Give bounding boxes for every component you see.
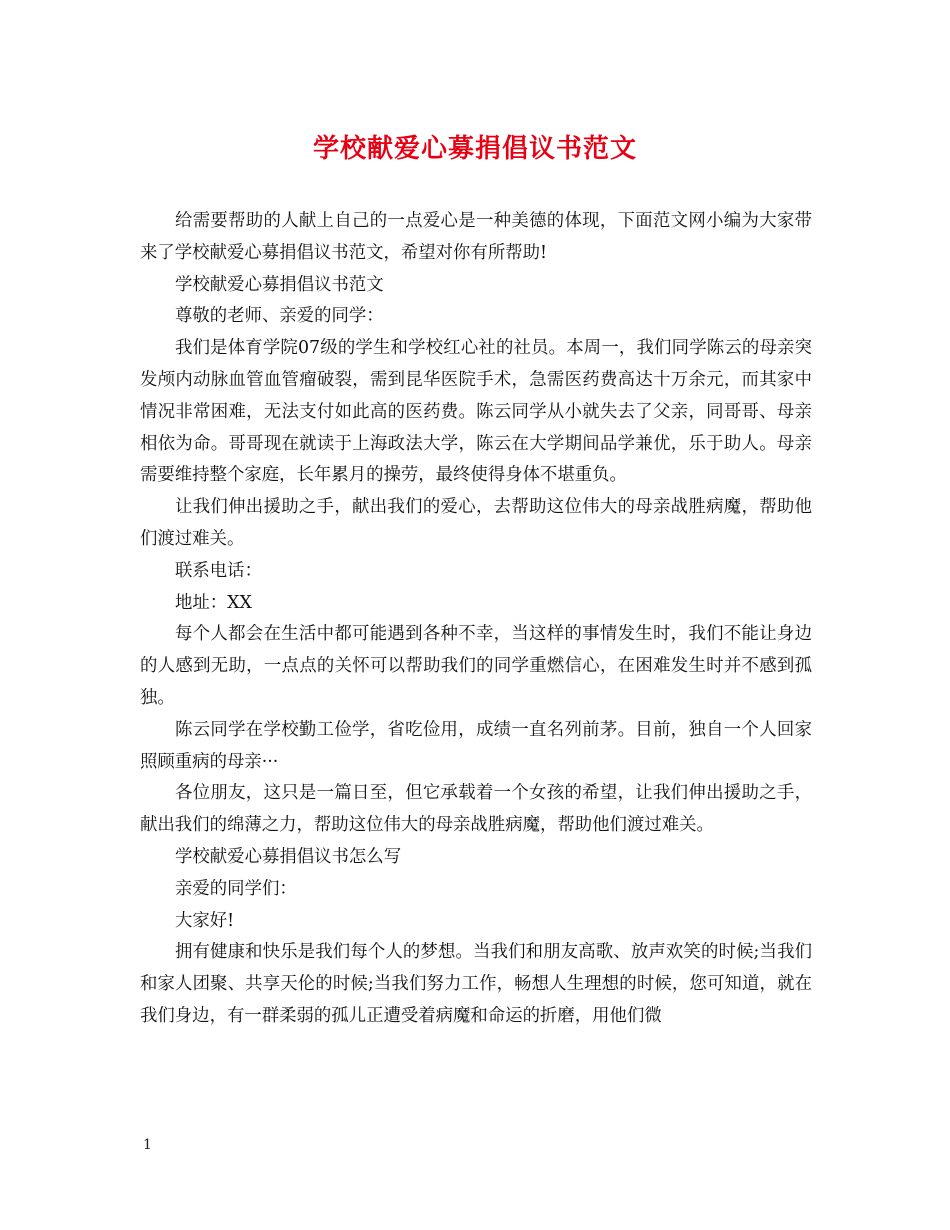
paragraph-health: 拥有健康和快乐是我们每个人的梦想。当我们和朋友高歌、放声欢笑的时候;当我们和家人团聚、共享天伦的时候;当我们努力工作，畅想人生理想的时候，您可知道，就在我们身边，有一群柔弱的孤儿正遭受着病魔和命运的折磨，用他们微 <box>140 942 812 1026</box>
document-body <box>140 206 812 1033</box>
paragraph-friends: 各位朋友，这只是一篇日至，但它承载着一个女孩的希望，让我们伸出援助之手，献出我们的绵薄之力，帮助这位伟大的母亲战胜病魔，帮助他们渡过难关。 <box>140 783 812 836</box>
paragraph-contact-phone: 联系电话： <box>175 560 262 581</box>
paragraph-background: 我们是体育学院07级的学生和学校红心社的社员。本周一，我们同学陈云的母亲突发颅内动脉血管血管瘤破裂，需到昆华医院手术，急需医药费高达十万余元，而其家中情况非常困难，无法支付如此高的医药费。陈云同学从小就失去了父亲，同哥哥、母亲相依为命。哥哥现在就读于上海政法大学，陈云在大学期间品学兼优，乐于助人。母亲需要维持整个家庭，长年累月的操劳，最终使得身体不堪重负。 <box>140 338 812 486</box>
paragraph-salutation-2: 亲爱的同学们： <box>175 878 297 899</box>
paragraph-salutation: 尊敬的老师、亲爱的同学： <box>175 306 384 327</box>
paragraph-student: 陈云同学在学校勤工俭学，省吃俭用，成绩一直名列前茅。目前，独自一个人回家照顾重病的母亲··· <box>140 719 812 772</box>
document-title: 学校献爱心募捐倡议书范文 <box>312 134 637 164</box>
paragraph-greeting: 大家好! <box>175 910 235 931</box>
paragraph-intro: 给需要帮助的人献上自己的一点爱心是一种美德的体现，下面范文网小编为大家带来了学校献爱心募捐倡议书范文，希望对你有所帮助! <box>140 211 812 263</box>
page-number: 1 <box>143 1137 152 1153</box>
paragraph-misfortune: 每个人都会在生活中都可能遇到各种不幸，当这样的事情发生时，我们不能让身边的人感到无助，一点点的关怀可以帮助我们的同学重燃信心，在困难发生时并不感到孤独。 <box>140 624 812 708</box>
paragraph-subtitle-2: 学校献爱心募捐倡议书怎么写 <box>175 846 402 867</box>
paragraph-appeal: 让我们伸出援助之手，献出我们的爱心，去帮助这位伟大的母亲战胜病魔，帮助他们渡过难关。 <box>140 497 812 549</box>
paragraph-address: 地址：XX <box>175 592 252 613</box>
paragraph-subtitle: 学校献爱心募捐倡议书范文 <box>175 274 384 295</box>
